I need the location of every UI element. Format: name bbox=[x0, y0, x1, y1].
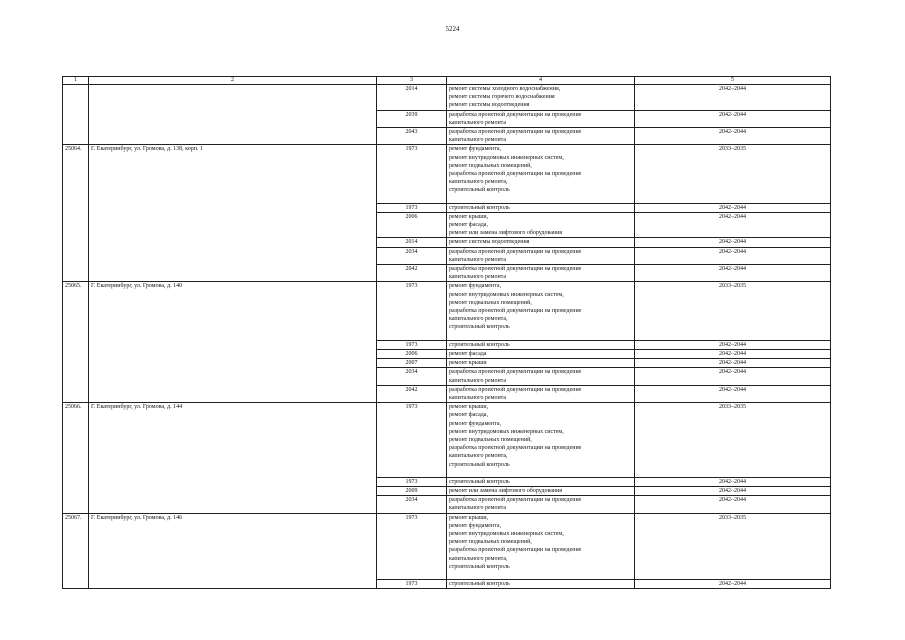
works-cell bbox=[447, 212, 635, 238]
table-row bbox=[63, 403, 831, 478]
year-cell: 1973 bbox=[377, 340, 447, 349]
works-cell bbox=[447, 385, 635, 402]
year-cell: 2034 bbox=[377, 247, 447, 264]
column-header: 5 bbox=[635, 77, 831, 85]
works-cell bbox=[447, 265, 635, 282]
works-cell bbox=[447, 203, 635, 212]
entry-number: 25065. bbox=[63, 282, 89, 403]
work-item: капитального ремонта, bbox=[449, 179, 508, 186]
column-header: 2 bbox=[89, 77, 377, 85]
work-item: ремонт фундамента, bbox=[449, 283, 501, 290]
building-address: Г. Екатеринбург, ул. Громова, д. 140 bbox=[89, 282, 377, 403]
work-item: разработка проектной документации на проведение bbox=[449, 171, 582, 178]
work-item: строительный контроль bbox=[449, 580, 510, 587]
works-cell bbox=[447, 403, 635, 478]
period-cell: 2033–2035 bbox=[635, 282, 831, 340]
period-cell: 2042–2044 bbox=[635, 203, 831, 212]
work-item: капитального ремонта bbox=[449, 377, 507, 384]
work-item: ремонт фасада bbox=[449, 350, 487, 357]
period-cell: 2042–2044 bbox=[635, 385, 831, 402]
year-cell: 2039 bbox=[377, 110, 447, 127]
year-cell: 2034 bbox=[377, 368, 447, 385]
work-item: строительный контроль bbox=[449, 204, 510, 211]
works-cell bbox=[447, 513, 635, 579]
year-cell: 1973 bbox=[377, 203, 447, 212]
works-cell bbox=[447, 349, 635, 358]
works-cell bbox=[447, 486, 635, 495]
work-item: капитального ремонта bbox=[449, 119, 507, 126]
page-number: 5224 bbox=[445, 25, 460, 33]
work-item: ремонт крыши bbox=[449, 360, 487, 367]
work-item: ремонт крыши, bbox=[449, 404, 489, 411]
period-cell: 2042–2044 bbox=[635, 368, 831, 385]
work-item: ремонт подвальных помещений, bbox=[449, 539, 532, 546]
work-item: разработка проектной документации на проведение bbox=[449, 308, 582, 315]
cell-spacer bbox=[449, 195, 632, 203]
year-cell: 2014 bbox=[377, 238, 447, 247]
work-item: ремонт фасада, bbox=[449, 412, 488, 419]
work-item: ремонт или замена лифтового оборудования bbox=[449, 230, 563, 237]
work-item: разработка проектной документации на проведение bbox=[449, 497, 582, 504]
work-item: разработка проектной документации на проведение bbox=[449, 129, 582, 136]
work-item: ремонт подвальных помещений, bbox=[449, 162, 532, 169]
year-cell: 1973 bbox=[377, 403, 447, 478]
work-item: разработка проектной документации на проведение bbox=[449, 266, 582, 273]
building-address bbox=[89, 85, 377, 145]
period-cell: 2042–2044 bbox=[635, 340, 831, 349]
year-cell: 2042 bbox=[377, 265, 447, 282]
work-item: строительный контроль bbox=[449, 461, 510, 468]
period-cell: 2042–2044 bbox=[635, 238, 831, 247]
period-cell: 2042–2044 bbox=[635, 128, 831, 145]
work-item: разработка проектной документации на проведение bbox=[449, 111, 582, 118]
table-row bbox=[63, 513, 831, 579]
work-item: ремонт крыши, bbox=[449, 514, 489, 521]
work-item: ремонт внутридомовых инженерных систем, bbox=[449, 428, 564, 435]
works-cell bbox=[447, 340, 635, 349]
work-item: разработка проектной документации на проведение bbox=[449, 248, 582, 255]
period-cell: 2033–2035 bbox=[635, 403, 831, 478]
year-cell: 2043 bbox=[377, 128, 447, 145]
year-cell: 2007 bbox=[377, 359, 447, 368]
work-item: ремонт подвальных помещений, bbox=[449, 436, 532, 443]
period-cell: 2042–2044 bbox=[635, 486, 831, 495]
year-cell: 2006 bbox=[377, 212, 447, 238]
year-cell: 2042 bbox=[377, 385, 447, 402]
works-cell bbox=[447, 359, 635, 368]
period-cell: 2042–2044 bbox=[635, 265, 831, 282]
period-cell: 2033–2035 bbox=[635, 513, 831, 579]
works-cell bbox=[447, 145, 635, 203]
works-cell bbox=[447, 496, 635, 513]
period-cell: 2042–2044 bbox=[635, 247, 831, 264]
building-address: Г. Екатеринбург, ул. Громова, д. 138, корп. 1 bbox=[89, 145, 377, 282]
building-address: Г. Екатеринбург, ул. Громова, д. 144 bbox=[89, 403, 377, 513]
work-item: капитального ремонта bbox=[449, 505, 507, 512]
work-item: строительный контроль bbox=[449, 341, 510, 348]
period-cell: 2042–2044 bbox=[635, 85, 831, 111]
table-body bbox=[63, 85, 831, 589]
period-cell: 2033–2035 bbox=[635, 145, 831, 203]
work-item: разработка проектной документации на проведение bbox=[449, 386, 582, 393]
work-item: ремонт системы водоотведения bbox=[449, 239, 530, 246]
works-cell bbox=[447, 238, 635, 247]
table-row bbox=[63, 282, 831, 340]
work-item: ремонт внутридомовых инженерных систем, bbox=[449, 291, 564, 298]
table-header-row bbox=[63, 77, 831, 85]
work-item: ремонт крыши, bbox=[449, 213, 489, 220]
year-cell: 2006 bbox=[377, 349, 447, 358]
work-item: капитального ремонта bbox=[449, 256, 507, 263]
table-row bbox=[63, 85, 831, 111]
work-item: разработка проектной документации на проведение bbox=[449, 445, 582, 452]
works-cell bbox=[447, 368, 635, 385]
cell-spacer bbox=[449, 469, 632, 477]
works-cell bbox=[447, 110, 635, 127]
work-item: строительный контроль bbox=[449, 187, 510, 194]
period-cell: 2042–2044 bbox=[635, 110, 831, 127]
period-cell: 2042–2044 bbox=[635, 496, 831, 513]
table-row bbox=[63, 145, 831, 203]
cell-spacer bbox=[449, 332, 632, 340]
works-cell bbox=[447, 247, 635, 264]
works-cell bbox=[447, 477, 635, 486]
cell-spacer bbox=[449, 571, 632, 579]
column-header: 3 bbox=[377, 77, 447, 85]
period-cell: 2042–2044 bbox=[635, 579, 831, 588]
year-cell: 2034 bbox=[377, 496, 447, 513]
work-item: ремонт фасада, bbox=[449, 222, 488, 229]
work-item: капитального ремонта, bbox=[449, 453, 508, 460]
year-cell: 1973 bbox=[377, 477, 447, 486]
work-item: капитального ремонта bbox=[449, 137, 507, 144]
work-item: строительный контроль bbox=[449, 563, 510, 570]
year-cell: 2014 bbox=[377, 85, 447, 111]
column-header: 1 bbox=[63, 77, 89, 85]
work-item: капитального ремонта bbox=[449, 274, 507, 281]
entry-number: 25064. bbox=[63, 145, 89, 282]
works-cell bbox=[447, 282, 635, 340]
period-cell: 2042–2044 bbox=[635, 349, 831, 358]
year-cell: 1973 bbox=[377, 579, 447, 588]
work-item: ремонт фундамента, bbox=[449, 522, 501, 529]
building-address: Г. Екатеринбург, ул. Громова, д. 146 bbox=[89, 513, 377, 589]
works-cell bbox=[447, 85, 635, 111]
entry-number: 25067. bbox=[63, 513, 89, 589]
repair-schedule-table bbox=[62, 76, 831, 589]
entry-number bbox=[63, 85, 89, 145]
work-item: ремонт подвальных помещений, bbox=[449, 299, 532, 306]
year-cell: 1973 bbox=[377, 513, 447, 579]
work-item: разработка проектной документации на проведение bbox=[449, 369, 582, 376]
entry-number: 25066. bbox=[63, 403, 89, 513]
year-cell: 2009 bbox=[377, 486, 447, 495]
period-cell: 2042–2044 bbox=[635, 212, 831, 238]
work-item: ремонт системы холодного водоснабжения, bbox=[449, 86, 561, 92]
year-cell: 1973 bbox=[377, 282, 447, 340]
year-cell: 1973 bbox=[377, 145, 447, 203]
work-item: ремонт фундамента, bbox=[449, 146, 501, 153]
work-item: ремонт системы водоотведения bbox=[449, 102, 530, 109]
period-cell: 2042–2044 bbox=[635, 477, 831, 486]
works-cell bbox=[447, 128, 635, 145]
work-item: разработка проектной документации на проведение bbox=[449, 547, 582, 554]
work-item: ремонт внутридомовых инженерных систем, bbox=[449, 530, 564, 537]
period-cell: 2042–2044 bbox=[635, 359, 831, 368]
work-item: ремонт внутридомовых инженерных систем, bbox=[449, 154, 564, 161]
work-item: капитального ремонта, bbox=[449, 316, 508, 323]
work-item: ремонт или замена лифтового оборудования bbox=[449, 487, 563, 494]
work-item: строительный контроль bbox=[449, 324, 510, 331]
work-item: ремонт фундамента, bbox=[449, 420, 501, 427]
work-item: строительный контроль bbox=[449, 478, 510, 485]
works-cell bbox=[447, 579, 635, 588]
work-item: ремонт системы горячего водоснабжения bbox=[449, 94, 555, 101]
work-item: капитального ремонта bbox=[449, 394, 507, 401]
work-item: капитального ремонта, bbox=[449, 555, 508, 562]
column-header: 4 bbox=[447, 77, 635, 85]
